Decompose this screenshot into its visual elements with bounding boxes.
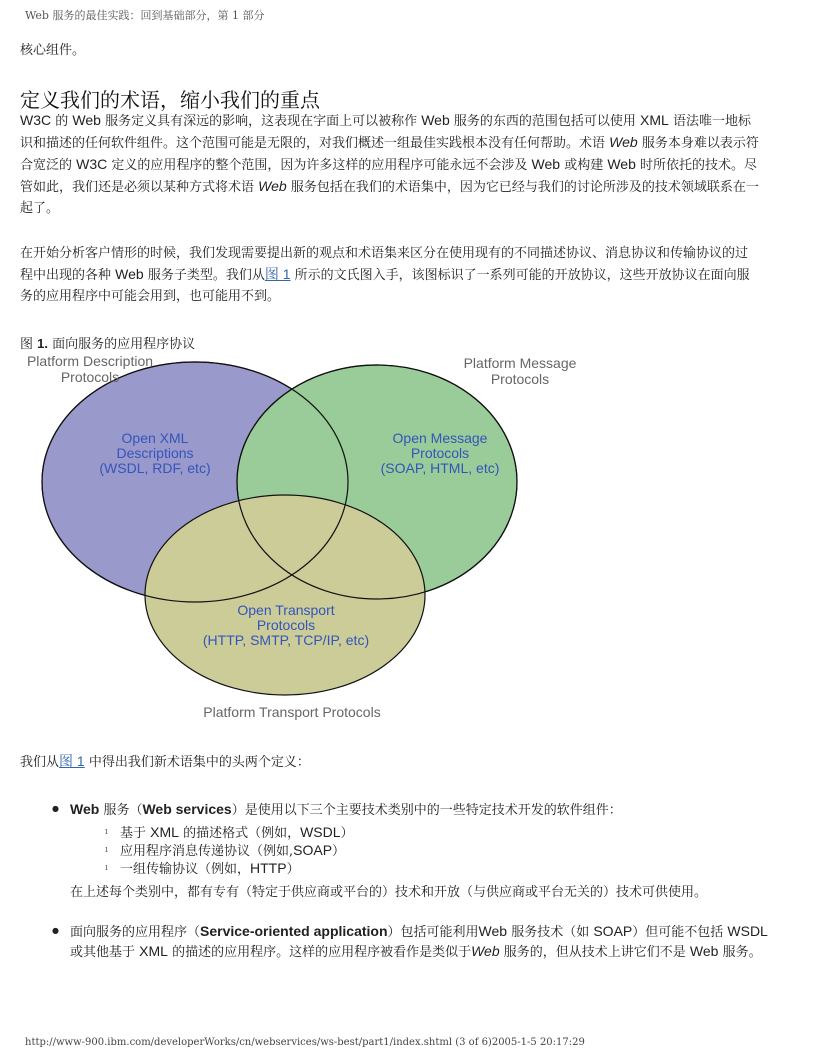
trans-inner-1: Open Transport <box>237 602 335 618</box>
text: 服务定义具有深远的影响，这表现在字面上可以被称作 <box>100 114 422 129</box>
text: 面向服务的应用程序（ <box>70 925 201 940</box>
term-web: Web <box>607 156 636 172</box>
term-wsdl: WSDL <box>300 824 341 840</box>
text: 服务的，但从技术上讲它们不是 <box>499 945 690 960</box>
paragraph-terms <box>20 110 760 219</box>
text: 一组传输协议（例如， <box>120 862 251 877</box>
term-web: Web <box>115 266 144 282</box>
figure-1-link[interactable]: 图 1 <box>264 266 291 282</box>
trans-inner-3: (HTTP, SMTP, TCP/IP, etc) <box>202 632 370 648</box>
transport-title: Platform Transport Protocols <box>203 704 381 720</box>
text: 或其他基于 <box>70 945 140 960</box>
paragraph-definitions-intro <box>20 751 760 773</box>
text: ）包括可能利用 <box>387 925 479 940</box>
figure-caption-text: 面向服务的应用程序协议 <box>47 337 196 352</box>
text: 在开始分析客户情形的时候，我们发现需要提出新的观点和术语集来区分在使用现有的不同描述协议、消息协议和传输协议的过程中出现的各种 <box>20 246 749 283</box>
sub-item-messaging <box>70 842 770 860</box>
sub-item-description <box>70 824 770 842</box>
text: 服务本身难以表示符合宽泛的 <box>20 136 759 173</box>
message-title: Platform Message <box>463 355 577 371</box>
section-heading: 定义我们的术语，缩小我们的重点 <box>20 88 320 112</box>
text: 服务的东西的范围包括可以使用 <box>449 114 641 129</box>
sub-list <box>70 824 770 878</box>
text: 应用程序消息传递协议（例如, <box>120 844 294 859</box>
msg-inner-3: (SOAP, HTML, etc) <box>380 460 500 476</box>
text: 时所依托的技术。尽管如此，我们还是必须以某种方式将术语 <box>20 158 758 195</box>
term-soa-bold: Service-oriented application <box>200 923 388 939</box>
definition-list-2 <box>50 922 770 962</box>
text: 基于 <box>120 826 151 841</box>
trans-inner-2: Protocols <box>256 617 316 633</box>
description-title-2: Protocols <box>60 369 120 385</box>
text: 中得出我们新术语集中的头两个定义： <box>84 755 310 770</box>
running-header: Web 服务的最佳实践：回到基础部分，第 1 部分 <box>25 9 265 22</box>
text: 服务。 <box>718 945 762 960</box>
transport-circle <box>145 495 425 695</box>
text: 的描述格式（例如， <box>178 826 301 841</box>
text: ） <box>340 826 354 841</box>
text: 定义的应用程序的整个范围，因为许多这样的应用程序可能永远不会涉及 <box>107 158 532 173</box>
term-web: Web <box>531 156 561 172</box>
definition-list-1 <box>50 800 770 902</box>
text: 的 <box>51 114 73 129</box>
text: 语法唯一地标识和描述的任何软件组件。这个范围可能是无限的，对我们概述一组最佳实践根本没有任何帮助。术语 <box>20 114 751 151</box>
text: 或构建 <box>560 158 608 173</box>
term-web: Web <box>689 943 719 959</box>
term-web: Web <box>478 923 508 939</box>
term-web-italic: Web <box>471 943 500 959</box>
definition-note: 在上述每个类别中，都有专有（特定于供应商或平台的）技术和开放（与供应商或平台无关的）技术可供使用。 <box>70 885 708 900</box>
figure-number: 1. <box>37 336 48 351</box>
text: 服务（ <box>99 803 143 818</box>
msg-inner-2: Protocols <box>410 445 470 461</box>
msg-inner-1: Open Message <box>392 430 488 446</box>
term-w3c: W3C <box>20 112 52 128</box>
term-soap: SOAP <box>593 923 633 939</box>
text: 的描述的应用程序。这样的应用程序被看作是类似于 <box>167 945 472 960</box>
definition-service-oriented-app <box>50 922 770 962</box>
text: ）是使用以下三个主要技术类别中的一些特定技术开发的软件组件： <box>231 803 622 818</box>
term-xml: XML <box>139 943 168 959</box>
page-footer-url: http://www-900.ibm.com/developerWorks/cn/webservices/ws-best/part1/index.shtml (3 of 6)2005-1-5 20:17:29 <box>25 1037 585 1048</box>
text: ） <box>332 844 346 859</box>
description-title: Platform Description <box>26 353 154 369</box>
term-web: Web <box>421 112 450 128</box>
term-web-italic: Web <box>258 178 287 194</box>
term-xml: XML <box>150 824 179 840</box>
figure-1-link-2[interactable]: 图 1 <box>59 753 85 769</box>
sub-item-transport <box>70 860 770 878</box>
paragraph-fragment: 核心组件。 <box>20 43 86 58</box>
text: 服务技术（如 <box>507 925 594 940</box>
term-web: Web <box>72 112 101 128</box>
figure-label: 图 <box>20 337 38 352</box>
term-w3c: W3C <box>76 156 108 172</box>
text: ）但可能不包括 <box>632 925 728 940</box>
desc-inner-1: Open XML <box>121 430 189 446</box>
message-title-2: Protocols <box>490 371 550 387</box>
paragraph-analysis <box>20 243 760 307</box>
term-soap: SOAP <box>293 842 333 858</box>
desc-inner-2: Descriptions <box>116 445 194 461</box>
venn-diagram <box>15 350 595 725</box>
text: 我们从 <box>20 755 60 770</box>
text: 所示的文氏图入手，该图标识了一系列可能的开放协议，这些开放协议在面向服务的应用程序中可能会用到，也可能用不到。 <box>20 268 750 304</box>
desc-inner-3: (WSDL, RDF, etc) <box>99 460 211 476</box>
definition-web-services <box>50 800 770 902</box>
term-web-services-bold: Web services <box>142 801 232 817</box>
text: 服务子类型。我们从 <box>143 268 265 283</box>
term-wsdl: WSDL <box>727 923 768 939</box>
term-web-bold: Web <box>70 801 100 817</box>
text: 服务包括在我们的术语集中，因为它已经与我们的讨论所涉及的技术领域联系在一起了。 <box>20 180 759 216</box>
term-http: HTTP <box>250 860 287 876</box>
term-xml: XML <box>640 112 669 128</box>
text: ） <box>286 862 300 877</box>
term-web-italic: Web <box>609 134 638 150</box>
